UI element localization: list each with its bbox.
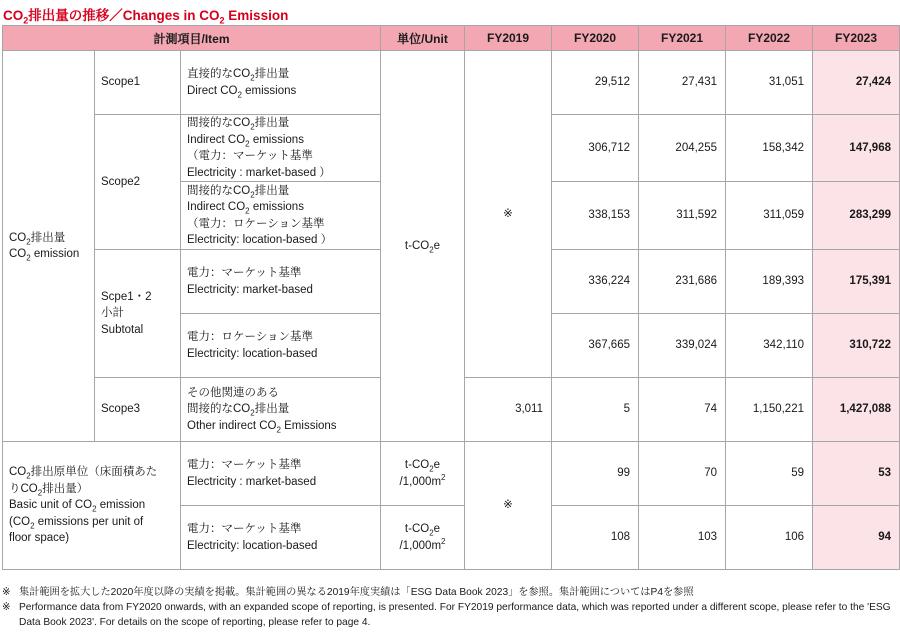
header-fy2020: FY2020 (552, 26, 639, 51)
value-cell: 342,110 (726, 314, 813, 378)
scope1-item: 直接的な$CO_2$排出量 Direct $CO_2$ emissions (181, 51, 381, 115)
value-cell: 29,512 (552, 51, 639, 115)
scope3-label: Scope3 (95, 378, 181, 442)
footnotes (2, 585, 898, 630)
value-cell: 106 (726, 506, 813, 570)
value-cell: 338,153 (552, 182, 639, 250)
emissions-table (2, 25, 900, 570)
scope3-item: その他関連のある 間接的な$CO_2$排出量 Other indirect $CO_2$ Emissions (181, 378, 381, 442)
unit-per-floor-area: $t-CO_2e$ $/1,000m^2$ (381, 506, 465, 570)
value-cell: 103 (639, 506, 726, 570)
value-cell: 158,342 (726, 115, 813, 182)
value-cell: 3,011 (465, 378, 552, 442)
basic-unit-item: 電力：マーケット基準 Electricity: location-based (181, 506, 381, 570)
value-cell: 59 (726, 442, 813, 506)
table-row (3, 442, 900, 506)
subtotal-market-item: 電力：マーケット基準 Electricity: market-based (181, 250, 381, 314)
value-cell-fy2023: 1,427,088 (813, 378, 900, 442)
value-cell: 99 (552, 442, 639, 506)
value-cell: 74 (639, 378, 726, 442)
value-cell: 189,393 (726, 250, 813, 314)
value-cell: 231,686 (639, 250, 726, 314)
category-co2-emission: $CO_2$排出量 $CO_2$ emission (3, 51, 95, 442)
value-cell: 306,712 (552, 115, 639, 182)
table-row (3, 51, 900, 115)
unit-per-floor-area: $t-CO_2e$ $/1,000m^2$ (381, 442, 465, 506)
value-cell: 1,150,221 (726, 378, 813, 442)
value-cell: 311,592 (639, 182, 726, 250)
fy2019-note-mark: ※ (465, 51, 552, 378)
value-cell-fy2023: 94 (813, 506, 900, 570)
value-cell: 70 (639, 442, 726, 506)
footnote-jp: ※ 集計範囲を拡大した2020年度以降の実績を掲載。集計範囲の異なる2019年度実績は「ESG Data Book 2023」を参照。集計範囲についてはP4を参照 (2, 587, 694, 598)
header-fy2023: FY2023 (813, 26, 900, 51)
scope2-label: Scope2 (95, 115, 181, 250)
page-title: $CO_2$排出量の推移／Changes in $CO_2$ Emission (3, 8, 289, 26)
basic-unit-item: 電力：マーケット基準 Electricity : market-based (181, 442, 381, 506)
value-cell: 336,224 (552, 250, 639, 314)
value-cell: 311,059 (726, 182, 813, 250)
scope1-label: Scope1 (95, 51, 181, 115)
value-cell: 339,024 (639, 314, 726, 378)
footnote-en: ※ Performance data from FY2020 onwards, with an expanded scope of reporting, is presented. For FY2019 performance data, which was reported under a different scope, please refer to the 'ESG Data Book 2023'. For details on the scope of reporting, please refer to page 4. (2, 602, 891, 628)
value-cell-fy2023: 27,424 (813, 51, 900, 115)
value-cell: 31,051 (726, 51, 813, 115)
scope2-location-item: 間接的な$CO_2$排出量 Indirect $CO_2$ emissions （電力：ロケーション基準 Electricity: location-based ） (181, 182, 381, 250)
fy2019-note-mark: ※ (465, 442, 552, 570)
header-unit: 単位/Unit (381, 26, 465, 51)
unit-t-co2e: $t-CO_2e$ (381, 51, 465, 442)
header-fy2022: FY2022 (726, 26, 813, 51)
value-cell-fy2023: 175,391 (813, 250, 900, 314)
subtotal-label: Scpe1・2 小計 Subtotal (95, 250, 181, 378)
value-cell: 204,255 (639, 115, 726, 182)
table-header-row (3, 26, 900, 51)
value-cell-fy2023: 310,722 (813, 314, 900, 378)
value-cell-fy2023: 147,968 (813, 115, 900, 182)
value-cell-fy2023: 53 (813, 442, 900, 506)
header-fy2021: FY2021 (639, 26, 726, 51)
value-cell: 367,665 (552, 314, 639, 378)
scope2-market-item: 間接的な$CO_2$排出量 Indirect $CO_2$ emissions （電力：マーケット基準 Electricity : market-based ） (181, 115, 381, 182)
category-basic-unit: $CO_2$排出原単位（床面積あた り$CO_2$排出量） Basic unit of $CO_2$ emission ($CO_2$ emissions per unit of floor space) (3, 442, 181, 570)
value-cell-fy2023: 283,299 (813, 182, 900, 250)
value-cell: 108 (552, 506, 639, 570)
subtotal-location-item: 電力：ロケーション基準 Electricity: location-based (181, 314, 381, 378)
header-item: 計測項目/Item (3, 26, 381, 51)
header-fy2019: FY2019 (465, 26, 552, 51)
value-cell: 5 (552, 378, 639, 442)
value-cell: 27,431 (639, 51, 726, 115)
